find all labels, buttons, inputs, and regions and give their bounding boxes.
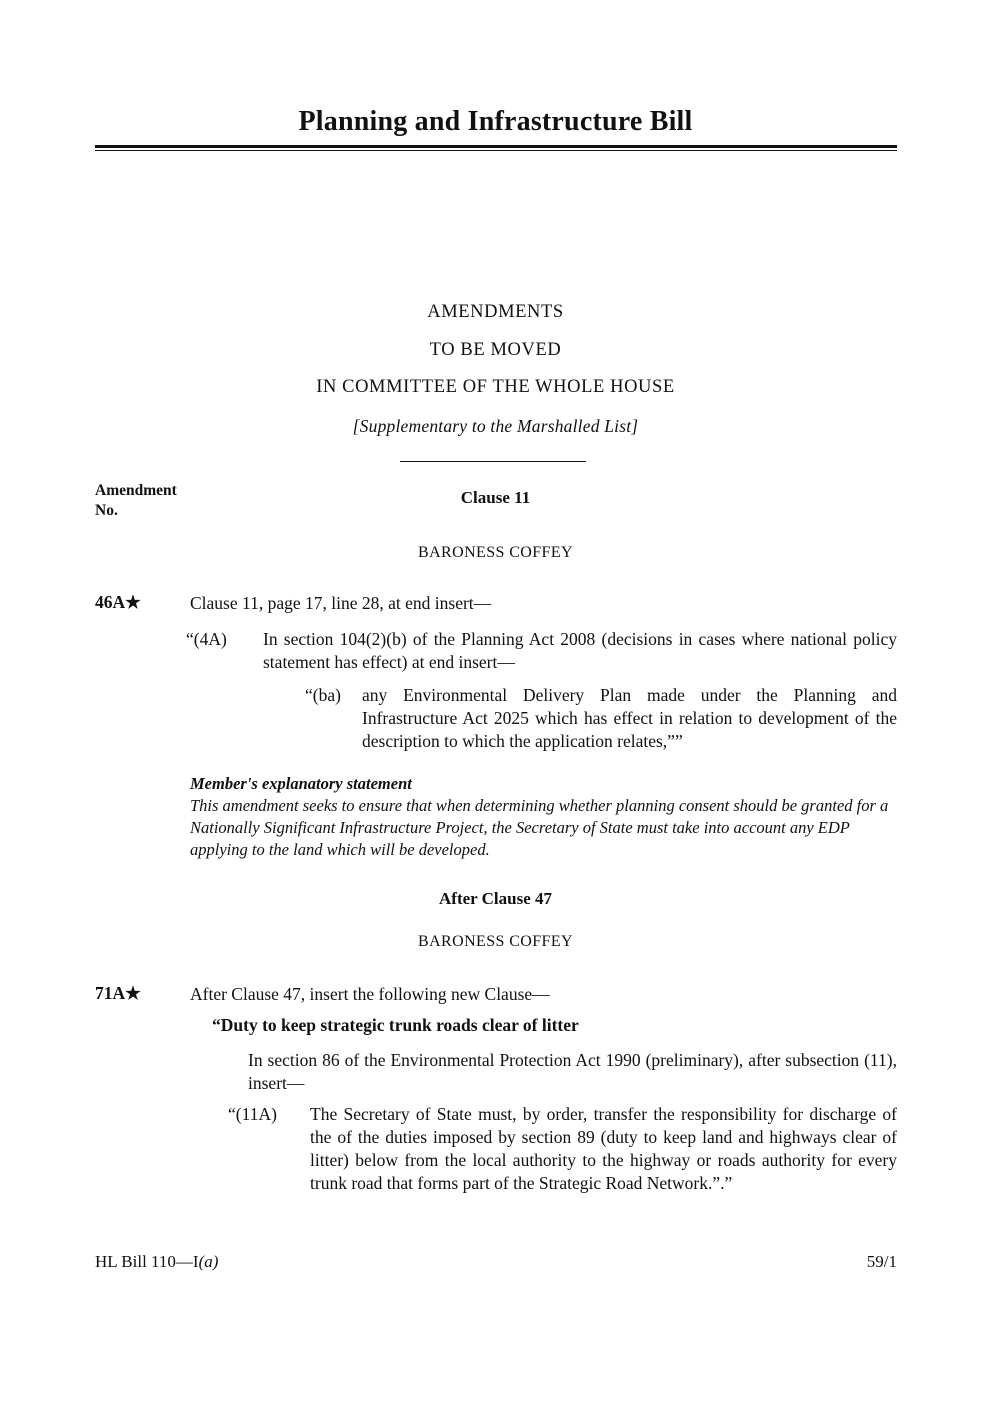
footer-bill-number-text: HL Bill 110—I bbox=[95, 1252, 199, 1271]
new-clause-title: “Duty to keep strategic trunk roads clear of litter bbox=[212, 1015, 579, 1035]
subsection-11a-label: “(11A) bbox=[228, 1104, 277, 1124]
footer-bill-number-suffix: (a) bbox=[198, 1252, 219, 1271]
footer-page-number: 59/1 bbox=[866, 1252, 897, 1271]
to-be-moved-heading: TO BE MOVED bbox=[429, 340, 562, 360]
subsection-11a-text: The Secretary of State must, by order, transfer the responsibility for discharge of the of the duties imposed by section 89 (duty to keep land and highways clear of litter) below from the local authority to the highway or roads authority for every trunk road that forms part of the Strategic Road Network.”.” bbox=[310, 1104, 897, 1193]
amendment-no-label-line2: No. bbox=[95, 502, 118, 519]
amendment-46a-instruction: Clause 11, page 17, line 28, at end insert— bbox=[190, 593, 492, 613]
supplementary-note: [Supplementary to the Marshalled List] bbox=[352, 416, 639, 436]
amendments-heading: AMENDMENTS bbox=[427, 302, 564, 322]
footer-bill-number bbox=[95, 1252, 218, 1272]
explanatory-statement-text: This amendment seeks to ensure that when determining whether planning consent should be granted for a Nationally Significant Infrastructure Project, the Secretary of State must take into account any EDP applying to the land which will be developed. bbox=[190, 796, 889, 859]
member-name-after-clause47: BARONESS COFFEY bbox=[418, 933, 573, 950]
new-clause-body-text: In section 86 of the Environmental Protection Act 1990 (preliminary), after subsection (11), insert— bbox=[248, 1050, 897, 1093]
title-rule bbox=[95, 145, 897, 151]
subsection-4a-text: In section 104(2)(b) of the Planning Act 2008 (decisions in cases where national policy statement has effect) at end insert— bbox=[263, 629, 897, 672]
clause11-heading: Clause 11 bbox=[460, 488, 531, 507]
amendment-no-label-line1: Amendment bbox=[95, 482, 177, 499]
paragraph-ba-text: any Environmental Delivery Plan made under the Planning and Infrastructure Act 2025 which has effect in relation to development of the description to which the application relates,”” bbox=[362, 685, 897, 751]
amendment-number-46a: 46A★ bbox=[95, 592, 141, 612]
amendment-71a-instruction: After Clause 47, insert the following new Clause— bbox=[190, 984, 550, 1004]
bill-title: Planning and Infrastructure Bill bbox=[298, 106, 693, 137]
explanatory-statement-heading: Member's explanatory statement bbox=[190, 774, 412, 793]
after-clause47-heading: After Clause 47 bbox=[439, 889, 552, 908]
subsection-4a-label: “(4A) bbox=[186, 629, 227, 649]
paragraph-ba-label: “(ba) bbox=[305, 685, 341, 705]
member-name-clause11: BARONESS COFFEY bbox=[418, 544, 573, 561]
section-divider-rule bbox=[400, 461, 586, 462]
committee-heading: IN COMMITTEE OF THE WHOLE HOUSE bbox=[316, 377, 675, 397]
amendment-number-71a: 71A★ bbox=[95, 983, 141, 1003]
